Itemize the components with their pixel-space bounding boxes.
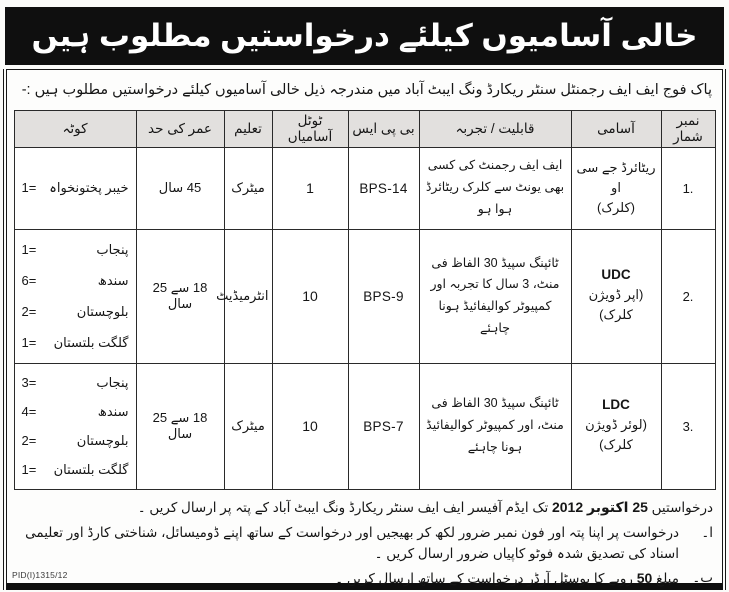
- quota-region: بلوچستان: [76, 304, 129, 320]
- total-posts: 10: [302, 288, 318, 305]
- deadline-pre: درخواستیں: [651, 499, 713, 515]
- quota-line: [22, 242, 129, 258]
- quota-value: =2: [21, 304, 37, 320]
- position-name: ریٹائرڈ جے سی او: [576, 160, 656, 196]
- header-serial: نمبر شمار: [661, 110, 715, 147]
- position-subname: (کلرک): [597, 200, 635, 216]
- table-header-row: [14, 110, 715, 147]
- deadline-post: تک ایڈم آفیسر ایف ایف سنٹر ریکارڈ ونگ ایبٹ آباد کے پتہ پر ارسال کریں ۔: [137, 499, 549, 515]
- note-b-post: روپے کا پوسٹل آرڈر درخواست کے ساتھ ارسال کریں ۔: [335, 570, 633, 586]
- quota-value: =1: [21, 180, 37, 196]
- intro-line: پاک فوج ایف ایف رجمنٹل سنٹر ریکارڈ ونگ ایبٹ آباد میں مندرجہ ذیل خالی آسامیوں کیلئے درخواستیں مطلوب ہیں :-: [21, 82, 712, 98]
- quota-line: [22, 273, 129, 289]
- vacancies-table: [14, 110, 716, 490]
- age-limit: 18 سے 25 سال: [152, 280, 208, 312]
- table-row: [14, 229, 715, 363]
- quota-line: [22, 404, 129, 420]
- age-limit: 45 سال: [158, 180, 202, 196]
- position-cell: [571, 229, 661, 363]
- note-b-amount: 50: [636, 569, 653, 586]
- header-education: تعلیم: [224, 110, 272, 147]
- deadline-line: [16, 497, 713, 519]
- quota-line: [22, 433, 129, 449]
- quota-cell: [14, 147, 136, 229]
- serial-number: .3: [682, 418, 694, 434]
- quota-value: =3: [21, 374, 37, 390]
- quota-region: پنجاب: [96, 374, 129, 390]
- quota-value: =1: [21, 462, 37, 478]
- header-total: ٹوٹل آسامیاں: [272, 110, 348, 147]
- quota-region: سندھ: [97, 403, 129, 419]
- note-a-text: درخواست پر اپنا پتہ اور فون نمبر ضرور لکھ کر بھیجیں اور درخواست کے ساتھ اپنے ڈومیسائل، شناختی کارڈ اور تعلیمی اسناد کی تصدیق شدہ فوٹو کاپیاں ضرور ارسال کریں ۔: [25, 524, 679, 561]
- quota-line: [22, 335, 129, 351]
- pid-reference: PID(I)1315/12: [12, 570, 68, 580]
- ad-title-banner: [5, 7, 724, 65]
- bps-value: BPS-7: [363, 418, 404, 434]
- footer-notes: [7, 490, 722, 590]
- bps-value: BPS-9: [363, 288, 404, 304]
- education-value: انٹرمیڈیٹ: [216, 288, 269, 304]
- quota-cell: [14, 229, 136, 363]
- note-b-marker: ب۔: [692, 569, 713, 585]
- quota-line: [22, 375, 129, 391]
- position-cell: [571, 363, 661, 489]
- header-age: عمر کی حد: [136, 110, 224, 147]
- position-subname: (اپر ڈویژن کلرک): [588, 287, 644, 323]
- header-quota: کوٹہ: [14, 110, 136, 147]
- qualification-text: ٹائپنگ سپیڈ 30 الفاظ فی منٹ، 3 سال کا تجربہ اور کمپیوٹر کوالیفائیڈ ہونا چاہئے: [430, 255, 560, 336]
- table-row: [14, 363, 715, 489]
- quota-value: =4: [21, 403, 37, 419]
- quota-line: [22, 304, 129, 320]
- serial-number: .2: [682, 288, 694, 304]
- qualification-text: ایف ایف رجمنٹ کی کسی بھی یونٹ سے کلرک ریٹائرڈ ہوا ہو: [425, 158, 565, 217]
- ad-title: خالی آسامیوں کیلئے درخواستیں مطلوب ہیں: [31, 18, 698, 53]
- age-limit: 18 سے 25 سال: [152, 410, 208, 442]
- ad-body: [6, 69, 723, 590]
- education-value: میٹرک: [231, 180, 265, 196]
- quota-cell: [14, 363, 136, 489]
- quota-region: پنجاب: [96, 241, 129, 257]
- header-position: آسامی: [571, 110, 661, 147]
- quota-value: =1: [21, 241, 37, 257]
- note-b: [16, 568, 713, 590]
- education-value: میٹرک: [231, 418, 265, 434]
- note-b-text: [335, 568, 679, 590]
- position-subname: (لوئر ڈویژن کلرک): [585, 417, 647, 453]
- total-posts: 10: [302, 418, 318, 435]
- note-a: [16, 523, 713, 565]
- quota-region: سندھ: [97, 272, 129, 288]
- table-row: [14, 147, 715, 229]
- quota-line: [22, 462, 129, 478]
- note-b-pre: مبلغ: [656, 570, 679, 586]
- total-posts: 1: [306, 180, 314, 197]
- serial-number: .1: [682, 180, 694, 196]
- quota-region: گلگت بلتستان: [53, 462, 129, 478]
- quota-line: [22, 180, 129, 196]
- quota-region: گلگت بلتستان: [53, 335, 129, 351]
- position-name: LDC: [602, 397, 630, 413]
- quota-region: خیبر پختونخواہ: [49, 180, 129, 196]
- note-a-marker: ا۔: [701, 524, 713, 540]
- quota-value: =1: [21, 335, 37, 351]
- deadline-date: 25 اکتوبر 2012: [551, 498, 648, 515]
- quota-value: =6: [21, 272, 37, 288]
- position-name: UDC: [601, 267, 631, 283]
- header-qualification: قابلیت / تجربہ: [419, 110, 571, 147]
- quota-value: =2: [21, 433, 37, 449]
- header-bps: بی پی ایس: [348, 110, 419, 147]
- qualification-text: ٹائپنگ سپیڈ 30 الفاظ فی منٹ، اور کمپیوٹر کوالیفائیڈ ہونا چاہئے: [426, 396, 564, 455]
- quota-region: بلوچستان: [76, 433, 129, 449]
- position-cell: [571, 147, 661, 229]
- bps-value: BPS-14: [359, 180, 408, 196]
- ad-frame: [3, 69, 726, 590]
